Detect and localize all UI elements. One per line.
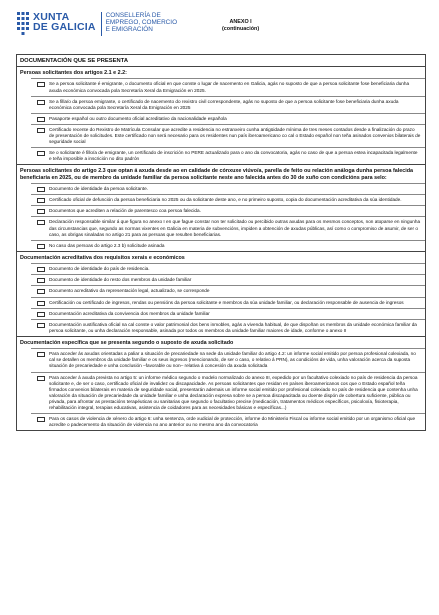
item-text: Documento de identidade do resto dos membros da unidade familiar	[49, 277, 192, 283]
checklist-item	[31, 372, 425, 414]
item-text: Se o solicitante é fillo/a de emigrante, un certificado de inscrición no PERE actualizado para o ano da convocatoria, agás no caso de que a persoa estea incapacitada legalmente e teña imposible a inscrición no dito padrón	[49, 150, 418, 162]
item-text: Documentos que acrediten a relación de parentesco coa persoa falecida.	[49, 208, 201, 214]
item-text: No caso das persoas do artigo 2.3 b) solicitude asinada	[49, 242, 165, 248]
item-text: Documento de identidade do país de residencia.	[49, 266, 150, 272]
checklist-item	[31, 319, 425, 336]
item-text: Certificación ou certificado de ingresos, rendas ou pensións da persoa solicitante e membros da súa unidade familiar, ou declaración responsable de ausencia de ingresos	[49, 299, 404, 305]
logo-line-2: DE GALICIA	[33, 21, 96, 33]
item-text: Se a filla/o da persoa emigrante, o certificado de nacemento do rexistro civil correspondente, agás no suposto de que a persoa solicitante fose beneficiaria dunha axuda económica convocada pola Secretaría Xeral da Emigración en 2025	[49, 98, 399, 110]
xunta-logo	[16, 12, 177, 36]
checkbox[interactable]	[37, 323, 45, 328]
checklist-item	[31, 274, 425, 285]
item-text: Documento de identidade da persoa solicitante.	[49, 186, 149, 192]
section-heading: Persoas solicitantes do artigo 2.3 que optan á axuda desde ao en calidade de cónxuxe viúvo/a, parella de feito ou relación análoga dunha persoa falecida beneficiaria en 2025, ou de membro da unidade familiar da persoa solicitante neste ano falecida antes do 30 de xuño con condicións para selo:	[20, 168, 414, 181]
section-applicants-2-3	[17, 165, 425, 251]
checklist-item	[31, 297, 425, 308]
checkbox[interactable]	[37, 376, 45, 381]
annex-label	[222, 19, 259, 33]
checklist-item	[31, 413, 425, 430]
checkbox[interactable]	[37, 289, 45, 294]
form-title: DOCUMENTACIÓN QUE SE PRESENTA	[17, 55, 425, 67]
checkbox[interactable]	[37, 209, 45, 214]
item-text: Declaración responsable similar á que figura no anexo I en que fague constar non ter solicitado ou percibido outras axudas para os mesmos conceptos, non atoparse en ningunha das circunstancias que, segundo as normas vixentes en Galicia en materia de subvencións, impiden a obtención de axudas públicas, así como o compromiso de asumir, de ser o caso, as obrigas sinaladas no artigo 21 para as persoas que resulten beneficiarias.	[49, 219, 421, 237]
checkbox[interactable]	[37, 312, 45, 317]
item-text: Documentación acreditativa da convivencia dos membros da unidade familiar	[49, 310, 210, 316]
checkbox[interactable]	[37, 267, 45, 272]
item-text: Certificado oficial de defunción da persoa beneficiaria no 2025 ou da solicitante deste ano, e no primeiro suposto, copia do documentación acreditativa da súa identidade.	[49, 197, 402, 203]
checklist-item	[31, 205, 425, 216]
item-text: Para acceder á axuda prevista no artigo 5: un informe médico segundo o modelo normalizado do anexo III, expedido por un facultativo colexiado no país de residencia da persoa solicitante e, de ser o caso, certificado oficial de invalidez ou discapacidade. As persoas solicitantes que residan en países iberoamericanos cos que o Estado español teña firmados convenios bilaterais en materia de seguridade social, presentarán ademais un informe social emitido por profesional colexiado no país de residencia que contenha unha valoración da situación de precariedade da unidade familiar e unha declaración expresa sobre se a persoa discapacitada ou doente dispón de cobertura suficiente, pública ou privada, para afrontar as prestacións terapéuticas ou sanitarias que segundo o facultativo precise (medicación, tratamentos médicos específicos, psicoloxía, fisioterapia, rehabilitación integral, terapias educativas, asistencia de coidadores para as necesidades básicas e específicas...)	[49, 374, 418, 411]
annex-subtitle: (continuación)	[222, 26, 260, 32]
checklist-item	[31, 113, 425, 124]
department-line-3: E EMIGRACIÓN	[105, 26, 153, 33]
checklist-item	[31, 194, 425, 205]
checklist-item	[31, 147, 425, 164]
xunta-emblem-icon	[16, 12, 30, 36]
documentation-form	[16, 54, 426, 431]
section-heading: Persoas solicitantes dos artigos 2.1 e 2.2:	[20, 70, 127, 76]
checkbox[interactable]	[37, 198, 45, 203]
checkbox[interactable]	[37, 301, 45, 306]
checklist-item	[31, 263, 425, 274]
checkbox[interactable]	[37, 417, 45, 422]
checklist-item	[31, 240, 425, 251]
checkbox[interactable]	[37, 117, 45, 122]
checkbox[interactable]	[37, 244, 45, 249]
department-line-1: CONSELLERÍA DE	[105, 12, 161, 19]
checklist-item	[31, 124, 425, 147]
checkbox[interactable]	[37, 352, 45, 357]
item-text: Se a persoa solicitante é emigrante, o documento oficial en que conste o lugar de nacemento en Galicia, agás no suposto de que a persoa solicitante fose beneficiaria dunha axuda económica convocada pola Secretaría Xeral da Emigración en 2025.	[49, 81, 410, 93]
section-applicants-2-1-2-2	[17, 67, 425, 165]
annex-title: ANEXO I	[229, 19, 252, 25]
checklist-item	[31, 183, 425, 194]
document-header	[16, 12, 426, 46]
department-name	[106, 12, 177, 33]
section-heading: Documentación acreditativa dos requisitos xerais e económicos	[20, 254, 185, 261]
checklist-item	[31, 96, 425, 113]
department-line-2: EMPREGO, COMERCIO	[105, 19, 178, 26]
section-specific-documentation	[17, 337, 425, 430]
checklist-item	[31, 78, 425, 95]
section-heading: Documentación específica que se presenta segundo o suposto de axuda solicitado	[20, 339, 234, 346]
checklist-item	[31, 348, 425, 371]
checklist-item	[31, 285, 425, 296]
item-text: Certificado recente do Rexistro de Matrícula Consular que acredite a residencia no estranxeiro cunha antigüidade mínima de tres meses contados desde a finalización do prazo de presentación de solicitudes. Este certificado non será necesario para os residentes nun país iberoamericano co cal o Estado español non teña asinados convenios bilaterais de seguridade social	[49, 126, 421, 145]
item-text: Pasaporte español ou outro documento oficial acreditativo da nacionalidade española	[49, 115, 227, 121]
checkbox[interactable]	[37, 278, 45, 283]
checkbox[interactable]	[37, 151, 45, 156]
checklist-item	[31, 308, 425, 319]
checkbox[interactable]	[37, 100, 45, 105]
logo-line-1: XUNTA	[33, 11, 70, 23]
checkbox[interactable]	[37, 128, 45, 133]
item-text: Para acceder ás axudas orientadas a paliar a situación de precariedade na sede da unidade familiar do artigo 4.2: un informe social emitido por persoa profesional colexiada, no cal se detallen os membros da unidade familiar e os seus ingresos (mencionando, de ser o caso, o relativo á PRN), as condicións de vida, unha valoración acerca da suposta situación de precariedade e unha conclusión –favorable ou non– relativa á concesión da axuda solicitada	[49, 351, 416, 369]
checkbox[interactable]	[37, 82, 45, 87]
checkbox[interactable]	[37, 220, 45, 225]
section-general-requirements	[17, 252, 425, 337]
logo-separator	[101, 12, 102, 36]
item-text: Documentación xustificativa oficial na cal conste o valor patrimonial dos bens inmobles, agás a vivenda habitual, de que dispoñan os membros da unidade económica familiar da persoa solicitante, ou unha declaración responsable, asinada por todos os membros da unidade familiar maiores de idade, conforme o anexo II	[49, 321, 417, 333]
checklist-item	[31, 216, 425, 239]
checkbox[interactable]	[37, 187, 45, 192]
item-text: Documento acreditativo da representación legal, actualizado, se corresponde	[49, 288, 210, 294]
item-text: Para os casos de violencia de xénero do artigo 6: unha sentenza, orde xudicial de protección, informe do Ministerio Fiscal ou informe social emitido por un organismo oficial que acredite o padecemento da situación de violencia no ano anterior ou no mesmo ano da convocatoria	[49, 416, 416, 428]
